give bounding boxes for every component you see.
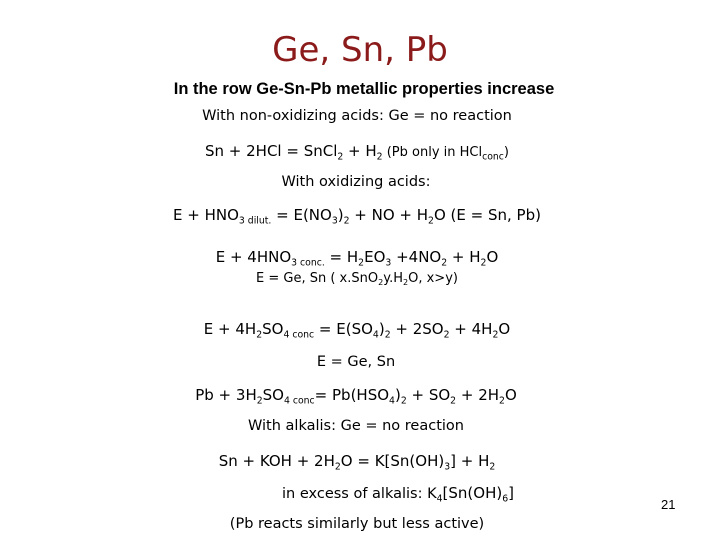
slide-title: Ge, Sn, Pb (272, 30, 448, 70)
hcl-equation: Sn + 2HCl = SnCl$_2$ + $H_2$ (Pb only in HCl$_{conc}$) (204, 142, 510, 163)
conc-sulfuric-equation: $E + 4H_2SO_4$ $_{conc} = E(SO_4)_2 + 2SO_2 + 4H_2O$ (203, 320, 511, 341)
non-oxidizing-heading: With non-oxidizing acids: Ge = no reaction (202, 108, 512, 124)
lead-sulfuric-equation: $Pb + 3H_2SO_4$ $_{conc}= Pb(HSO_4)_2 + SO_2 + 2H_2O$ (195, 386, 517, 407)
conc-nitric-equation: $E + 4HNO_3$ $_{conc.} = H_2EO_3 +4NO_2 + H_2O$ (215, 248, 499, 269)
slide-subtitle: In the row Ge-Sn-Pb metallic properties increase (173, 80, 555, 98)
excess-alkali-line: in excess of alkalis: $K_4[Sn(OH)_6]$ (282, 484, 514, 505)
alkali-equation: Sn + KOH + $2H_2O = K[Sn(OH)_3] + H_2$ (218, 452, 496, 473)
lead-alkali-note: (Pb reacts similarly but less active) (229, 516, 485, 532)
oxidizing-heading: With oxidizing acids: (281, 174, 431, 190)
alkalis-heading: With alkalis: Ge = no reaction (248, 418, 464, 434)
conc-sulfuric-note: E = Ge, Sn (316, 354, 396, 370)
conc-nitric-note: E = Ge, Sn ( $x.SnO_2y.H_2O$, x>y) (256, 271, 458, 287)
dilute-nitric-equation: $E + HNO_3$ $_{dilut.} = E(NO_3)_2$ + NO + $H_2O$ (E = Sn, Pb) (173, 206, 541, 227)
page-number: 21 (661, 497, 676, 512)
